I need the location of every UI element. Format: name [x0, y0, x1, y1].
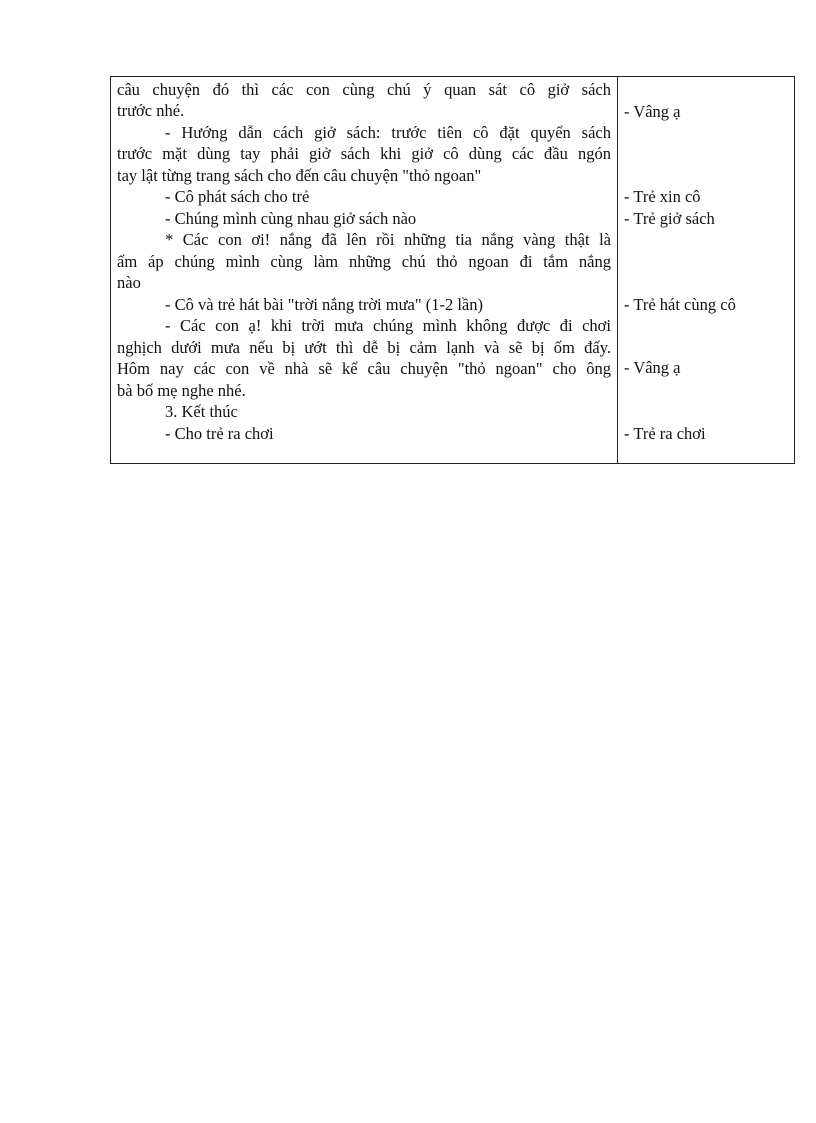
text-line: bà bố mẹ nghe nhé. [117, 381, 246, 400]
text-line: Hôm nay các con về nhà sẽ kể câu chuyện "thỏ ngoan" cho ông [117, 359, 611, 378]
text-line: - Hướng dẫn cách giở sách: trước tiên cô đặt quyển sách [165, 123, 611, 142]
response-text: - Vâng ạ [624, 102, 681, 121]
text-line: - Chúng mình cùng nhau giở sách nào [165, 209, 417, 228]
response-text: - Vâng ạ [624, 358, 681, 377]
text-line: * Các con ơi! nắng đã lên rồi những tia nắng vàng thật là [165, 230, 611, 249]
response-text: - Trẻ xin cô [624, 187, 701, 206]
text-line: - Cô phát sách cho trẻ [165, 187, 310, 206]
text-line: - Cô và trẻ hát bài "trời nắng trời mưa" (1-2 lần) [165, 295, 483, 314]
response-text: - Trẻ hát cùng cô [624, 295, 736, 314]
text-line: câu chuyện đó thì các con cùng chú ý quan sát cô giở sách [117, 80, 611, 99]
lesson-table [110, 76, 795, 464]
text-line: trước nhé. [117, 101, 185, 120]
response-text: - Trẻ giở sách [624, 209, 715, 228]
response-text: - Trẻ ra chơi [624, 424, 706, 443]
text-line: nào [117, 273, 141, 292]
column-divider [617, 77, 618, 463]
section-heading: 3. Kết thúc [165, 402, 238, 421]
text-line: ấm áp chúng mình cùng làm những chú thỏ ngoan đi tắm nắng [117, 252, 611, 271]
text-line: - Các con ạ! khi trời mưa chúng mình không được đi chơi [165, 316, 611, 335]
text-line: trước mặt dùng tay phải giở sách khi giở cô dùng các đầu ngón [117, 144, 611, 163]
text-line: - Cho trẻ ra chơi [165, 424, 274, 443]
text-line: tay lật từng trang sách cho đến câu chuyện "thỏ ngoan" [117, 166, 482, 185]
text-line: nghịch dưới mưa nếu bị ướt thì dễ bị cảm lạnh và sẽ bị ốm đấy. [117, 338, 611, 357]
